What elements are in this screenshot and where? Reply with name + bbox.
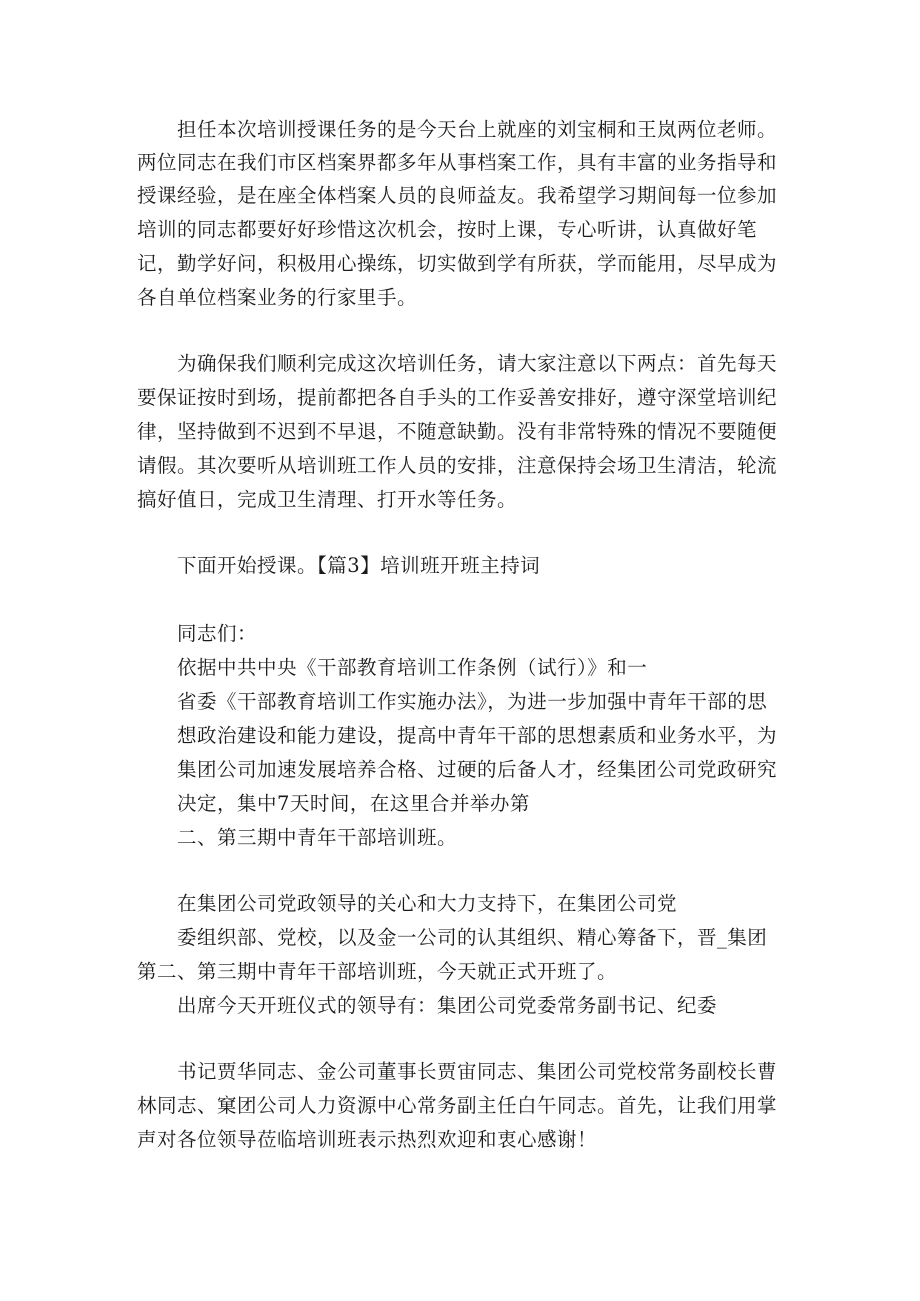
text-line: 出席今天开班仪式的领导有：集团公司党委常务副书记、纪委 bbox=[177, 994, 718, 1017]
text-line: 授课经验，是在座全体档案人员的良师益友。我希望学习期间每一位参加 bbox=[137, 184, 778, 207]
text-line: 培训的同志都要好好珍惜这次机会，按时上课，专心听讲，认真做好笔 bbox=[137, 218, 758, 241]
text-line: 林同志、窠团公司人力资源中心常务副主任白午同志。首先，让我们用掌 bbox=[137, 1094, 778, 1117]
text-line: 第二、第三期中青年干部培训班，今天就正式开班了。 bbox=[137, 960, 618, 983]
text-line: 下面开始授课。【篇3】培训班开班主持词 bbox=[177, 554, 541, 577]
text-line: 担任本次培训授课任务的是今天台上就座的刘宝桐和王岚两位老师。 bbox=[177, 118, 778, 141]
text-line: 两位同志在我们市区档案界都多年从事档案工作，具有丰富的业务指导和 bbox=[137, 151, 778, 174]
text-line: 声对各位领导莅临培训班表示热烈欢迎和衷心感谢！ bbox=[137, 1128, 598, 1151]
text-line: 记，勤学好问，积极用心操练，切实做到学有所获，学而能用，尽早成为 bbox=[137, 252, 778, 275]
text-line: 二、第三期中青年干部培训班。 bbox=[177, 826, 458, 849]
text-line: 决定，集中7天时间，在这里合并举办第 bbox=[177, 792, 530, 815]
text-line: 集团公司加速发展培养合格、过硬的后备人才，经集团公司党政研究 bbox=[177, 758, 778, 781]
text-line: 请假。其次要听从培训班工作人员的安排，注意保持会场卫生清洁，轮流 bbox=[137, 454, 778, 477]
text-line: 律，坚持做到不迟到不早退，不随意缺勤。没有非常特殊的情况不要随便 bbox=[137, 420, 778, 443]
text-line: 委组织部、党校，以及金一公司的认其组织、精心筹备下，晋_集团 bbox=[177, 926, 768, 949]
text-line: 要保证按时到场，提前都把各自手头的工作妥善安排好，遵守深堂培训纪 bbox=[137, 386, 778, 409]
text-line: 各自单位档案业务的行家里手。 bbox=[137, 286, 418, 309]
text-line: 同志们： bbox=[177, 622, 258, 645]
text-line: 搞好值日，完成卫生清理、打开水等任务。 bbox=[137, 488, 518, 511]
text-line: 依据中共中央《干部教育培训工作条例（试行）》和一 bbox=[177, 656, 648, 679]
text-line: 书记贾华同志、金公司董事长贾宙同志、集团公司党校常务副校长曹 bbox=[177, 1060, 778, 1083]
text-line: 省委《干部教育培训工作实施办法》，为进一步加强中青年干部的思 bbox=[177, 690, 768, 713]
text-line: 在集团公司党政领导的关心和大力支持下，在集团公司党 bbox=[177, 892, 678, 915]
text-line: 为确保我们顺利完成这次培训任务，请大家注意以下两点：首先每天 bbox=[177, 352, 778, 375]
text-line: 想政治建设和能力建设，提高中青年干部的思想素质和业务水平，为 bbox=[177, 724, 778, 747]
